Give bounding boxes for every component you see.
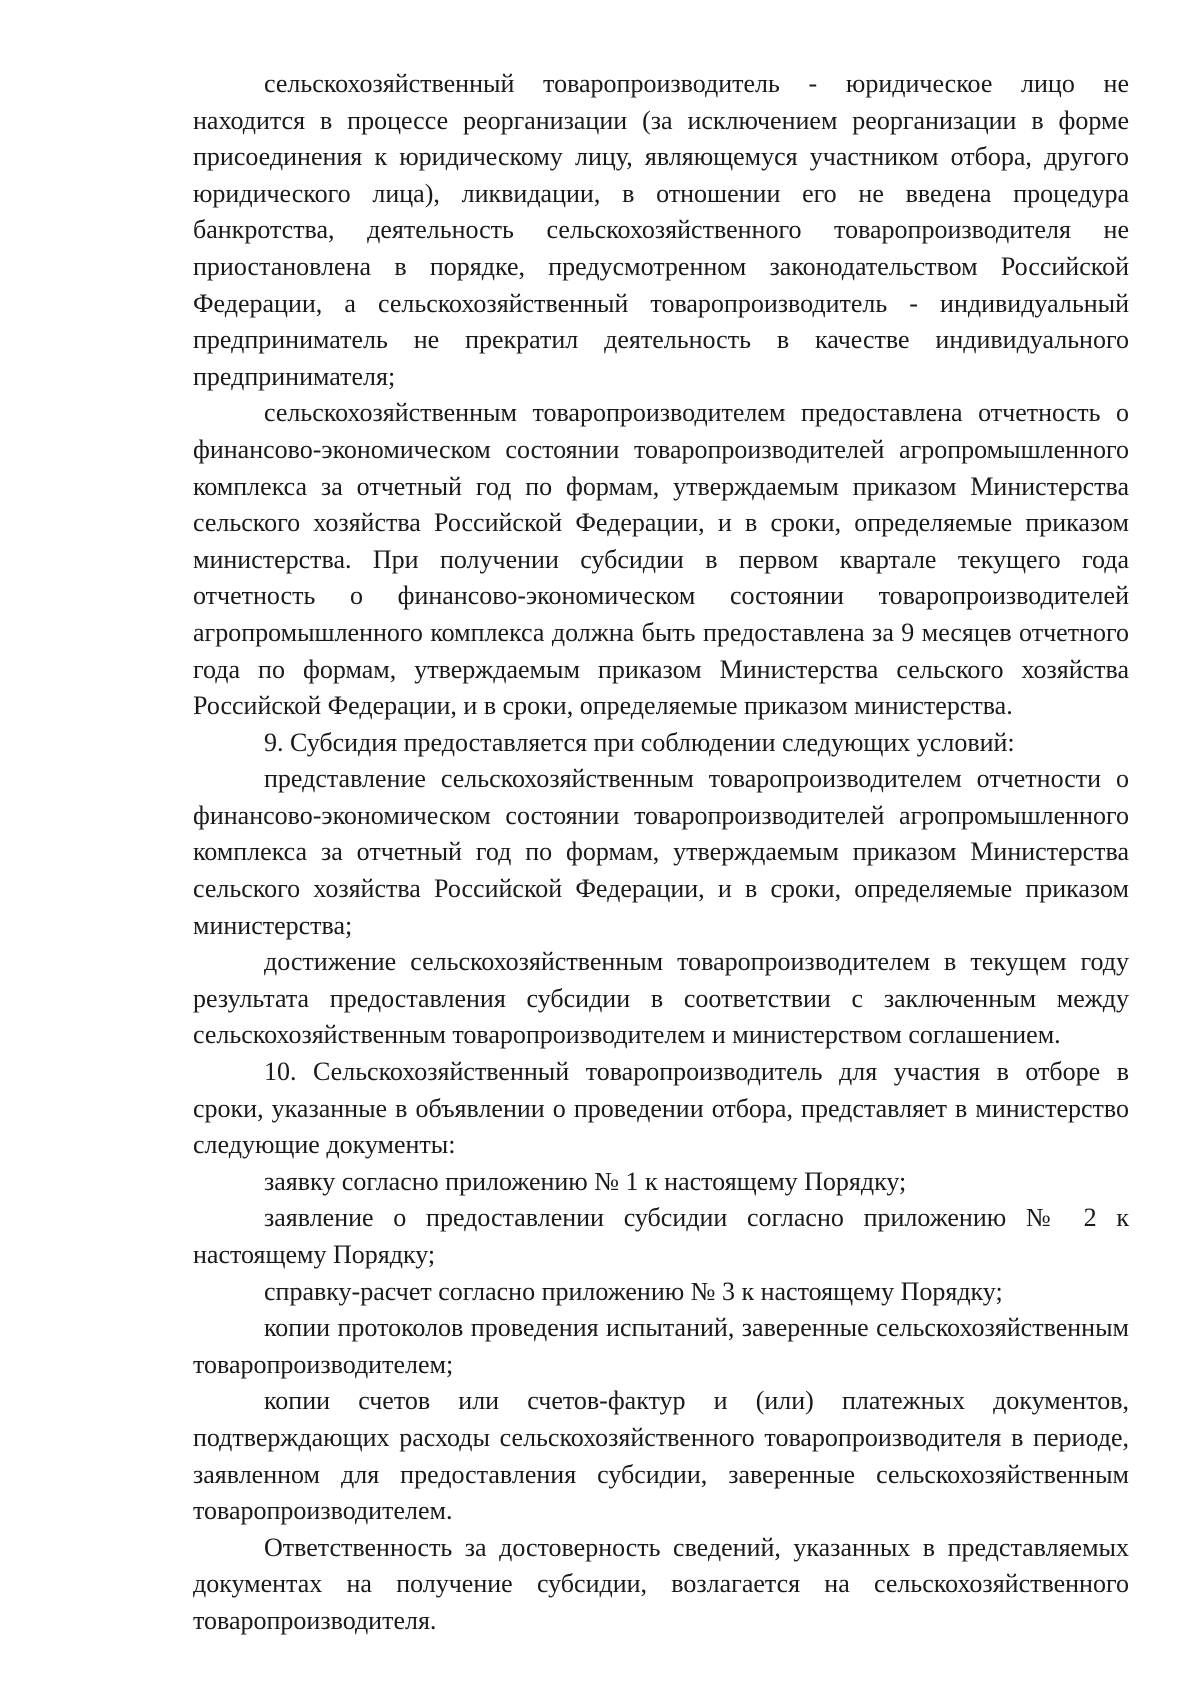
paragraph-test-protocols: копии протоколов проведения испытаний, заверенные сельскохозяйственным товаропроизводителем; (193, 1313, 1129, 1379)
paragraph-reporting-condition: сельскохозяйственным товаропроизводителем предоставлена отчетность о финансово-экономическом состоянии товаропроизводителей агропромышленного комплекса за отчетный год по формам, утверждаемым приказом Министерства сельского хозяйства Российской Федерации, и в сроки, определяемые приказом министерства. При получении субсидии в первом квартале текущего года отчетность о финансово-экономическом состоянии товаропроизводителей агропромышленного комплекса должна быть предоставлена за 9 месяцев отчетного года по формам, утверждаемым приказом Министерства сельского хозяйства Российской Федерации, и в сроки, определяемые приказом министерства. (193, 398, 1129, 721)
paragraph-subsidy-statement: заявление о предоставлении субсидии согласно приложению № 2 к настоящему Порядку; (193, 1203, 1129, 1269)
paragraph-application-form: заявку согласно приложению № 1 к настоящему Порядку; (264, 1166, 907, 1196)
paragraph-result-achievement: достижение сельскохозяйственным товаропроизводителем в текущем году результата предоставления субсидии в соответствии с заключенным между сельскохозяйственным товаропроизводителем и министерством соглашением. (193, 947, 1129, 1050)
paragraph-invoices: копии счетов или счетов-фактур и (или) платежных документов, подтверждающих расходы сельскохозяйственного товаропроизводителя в периоде, заявленном для предоставления субсидии, заверенные сельскохозяйственным товаропроизводителем. (193, 1386, 1129, 1526)
paragraph-item-9-heading: 9. Субсидия предоставляется при соблюдении следующих условий: (264, 727, 1015, 757)
paragraph-responsibility: Ответственность за достоверность сведений, указанных в представляемых документах на получение субсидии, возлагается на сельскохозяйственного товаропроизводителя. (193, 1532, 1129, 1635)
paragraph-calculation-certificate: справку-расчет согласно приложению № 3 к настоящему Порядку; (264, 1276, 1003, 1306)
document-page (193, 66, 1129, 1640)
paragraph-item-10-heading: 10. Сельскохозяйственный товаропроизводитель для участия в отборе в сроки, указанные в объявлении о проведении отбора, представляет в министерство следующие документы: (193, 1057, 1129, 1160)
paragraph-reporting-requirement: представление сельскохозяйственным товаропроизводителем отчетности о финансово-экономическом состоянии товаропроизводителей агропромышленного комплекса за отчетный год по формам, утверждаемым приказом Министерства сельского хозяйства Российской Федерации, и в сроки, определяемые приказом министерства; (193, 764, 1129, 940)
paragraph-reorganization-condition: сельскохозяйственный товаропроизводитель - юридическое лицо не находится в процессе реорганизации (за исключением реорганизации в форме присоединения к юридическому лицу, являющемуся участником отбора, другого юридического лица), ликвидации, в отношении его не введена процедура банкротства, деятельность сельскохозяйственного товаропроизводителя не приостановлена в порядке, предусмотренном законодательством Российской Федерации, а сельскохозяйственный товаропроизводитель - индивидуальный предприниматель не прекратил деятельность в качестве индивидуального предпринимателя; (193, 69, 1129, 391)
